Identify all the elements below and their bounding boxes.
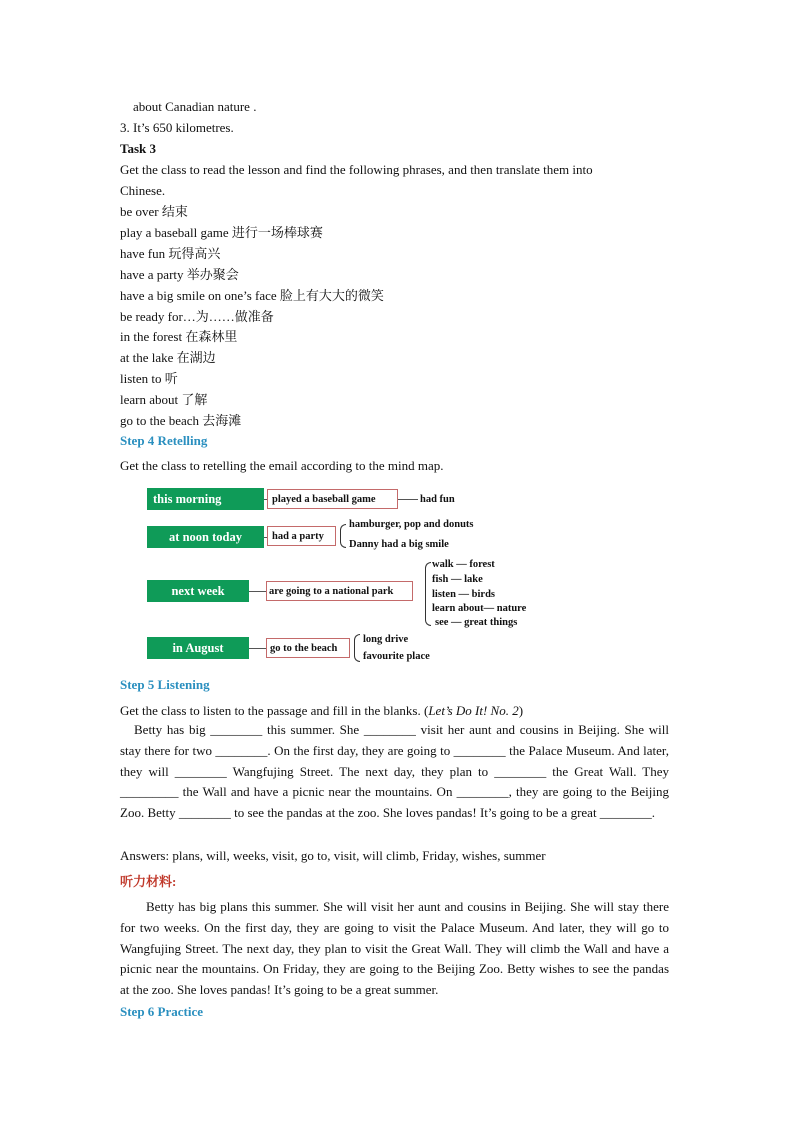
phrase-item: go to the beach 去海滩 [120, 413, 242, 428]
brace-icon [340, 524, 346, 548]
connector-line [398, 499, 418, 500]
mindmap-time-box: this morning [147, 488, 264, 510]
phrase-item: at the lake 在湖边 [120, 350, 216, 365]
mindmap-action-box: go to the beach [266, 638, 350, 658]
phrase-item: have a big smile on one’s face 脸上有大大的微笑 [120, 288, 384, 303]
listening-material-passage [120, 897, 669, 1001]
mindmap-detail: listen — birds [432, 589, 496, 600]
step-heading: Step 5 Listening [120, 677, 210, 692]
passage-text: Betty has big ________ this summer. She ________ visit her aunt and cousins in Beijing. She will stay there for two ________. On the first day, they are going to ________ the Palace Museum. And later, they will ________ Wangfujing Street. The next day, they plan to ________ the Great Wall. They _________ the Wall and have a picnic near the mountains. On ________, they are going to the Beijing Zoo. Betty ________ to see the pandas at the zoo. She loves pandas! It’s going to be a great ________. [120, 722, 669, 821]
phrase-item: in the forest 在森林里 [120, 329, 238, 344]
mind-map [140, 484, 560, 666]
mindmap-detail: Danny had a big smile [349, 539, 449, 550]
mindmap-detail: favourite place [363, 651, 430, 662]
phrase-item: have a party 举办聚会 [120, 267, 239, 282]
brace-icon [354, 634, 360, 662]
connector-line [249, 648, 267, 649]
phrase-item: listen to 听 [120, 371, 178, 386]
task-heading: Task 3 [120, 141, 157, 156]
mindmap-time-box: next week [147, 580, 249, 602]
step-description-text: ) [518, 703, 524, 718]
step-heading: Step 4 Retelling [120, 433, 208, 448]
text-line: about Canadian nature . [133, 99, 257, 114]
mindmap-action-box: are going to a national park [266, 581, 413, 601]
step-description: Get the class to retelling the email according to the mind map. [120, 458, 444, 473]
mindmap-detail: walk — forest [432, 559, 495, 570]
step-heading: Step 6 Practice [120, 1004, 204, 1019]
answers-line: Answers: plans, will, weeks, visit, go to, visit, will climb, Friday, wishes, summer [120, 848, 546, 863]
brace-icon [425, 562, 431, 626]
mindmap-detail: long drive [363, 634, 409, 645]
fill-in-passage [120, 720, 669, 824]
step-description [120, 703, 523, 719]
mindmap-time-box: in August [147, 637, 249, 659]
text-line: 3. It’s 650 kilometres. [120, 120, 234, 135]
mindmap-time-box: at noon today [147, 526, 264, 548]
mindmap-detail: see — great things [435, 617, 518, 628]
connector-line [249, 591, 267, 592]
mindmap-action-box: played a baseball game [267, 489, 398, 509]
book-reference: Let’s Do It! No. 2 [428, 703, 519, 718]
phrase-item: learn about 了解 [120, 392, 208, 407]
task-description: Chinese. [120, 183, 166, 198]
step-description-text: Get the class to listen to the passage and fill in the blanks. ( [120, 703, 429, 718]
passage-text: Betty has big plans this summer. She will visit her aunt and cousins in Beijing. She will stay there for two weeks. On the first day, they are going to visit the Palace Museum. And later, they will go to Wangfujing Street. The next day, they plan to visit the Great Wall. They will climb the Wall and have a picnic near the mountains. On Friday, they are going to the Beijing Zoo. Betty wishes to see the pandas at the zoo. She loves pandas! It’s going to be a great summer. [120, 899, 669, 998]
mindmap-detail: learn about— nature [432, 603, 527, 614]
mindmap-detail: fish — lake [432, 574, 483, 585]
mindmap-detail: hamburger, pop and donuts [349, 519, 474, 530]
mindmap-detail: had fun [420, 494, 455, 505]
mindmap-action-box: had a party [267, 526, 336, 546]
listening-material-heading: 听力材料: [120, 874, 177, 889]
phrase-item: be ready for…为……做准备 [120, 309, 274, 324]
phrase-item: play a baseball game 进行一场棒球赛 [120, 225, 323, 240]
phrase-item: have fun 玩得高兴 [120, 246, 221, 261]
phrase-item: be over 结束 [120, 204, 188, 219]
task-description: Get the class to read the lesson and find the following phrases, and then translate them into [120, 162, 593, 177]
